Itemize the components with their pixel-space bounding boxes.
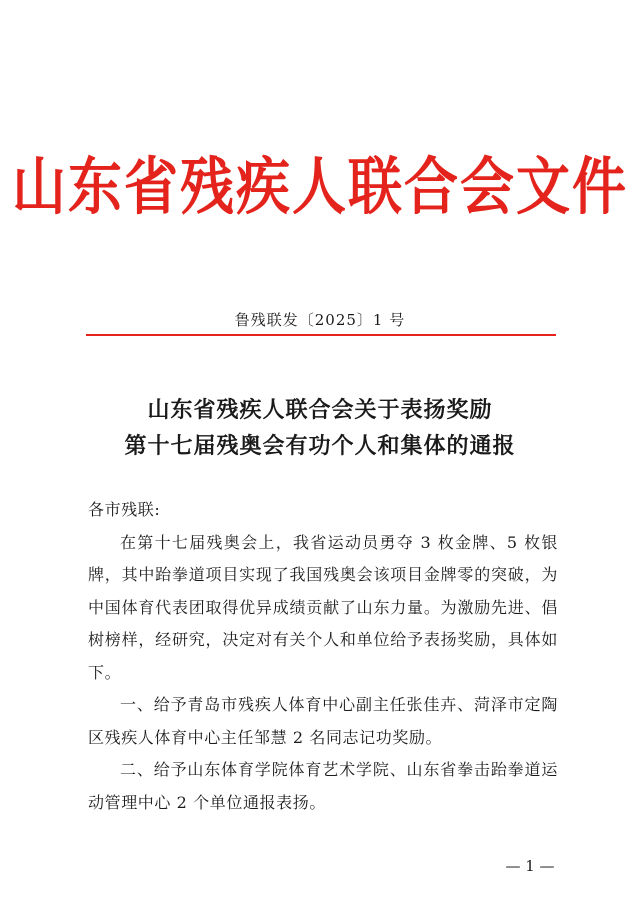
page-number: — 1 —	[505, 857, 555, 875]
document-number: 鲁残联发〔2025〕1 号	[234, 311, 406, 329]
salutation: 各市残联:	[88, 500, 161, 519]
document-header-title: 山东省残疾人联合会文件	[12, 149, 628, 223]
document-title-line-2: 第十七届残奥会有功个人和集体的通报	[124, 433, 516, 459]
body-paragraph-3: 二、给予山东体育学院体育艺术学院、山东省拳击跆拳道运动管理中心 2 个单位通报表扬。	[88, 760, 558, 812]
document-title	[0, 392, 640, 464]
body-paragraph-2: 一、给予青岛市残疾人体育中心副主任张佳卉、菏泽市定陶区残疾人体育中心主任邹慧 2 名同志记功奖励。	[88, 695, 558, 747]
document-title-line-1: 山东省残疾人联合会关于表扬奖励	[147, 397, 493, 423]
body-paragraph-1: 在第十七届残奥会上，我省运动员勇夺 3 枚金牌、5 枚银牌，其中跆拳道项目实现了我国残奥会该项目金牌零的突破，为中国体育代表团取得优异成绩贡献了山东力量。为激励先进、倡树榜样，经研究，决定对有关个人和单位给予表扬奖励，具体如下。	[88, 532, 558, 682]
document-body	[88, 494, 558, 819]
red-divider-line	[86, 334, 556, 336]
